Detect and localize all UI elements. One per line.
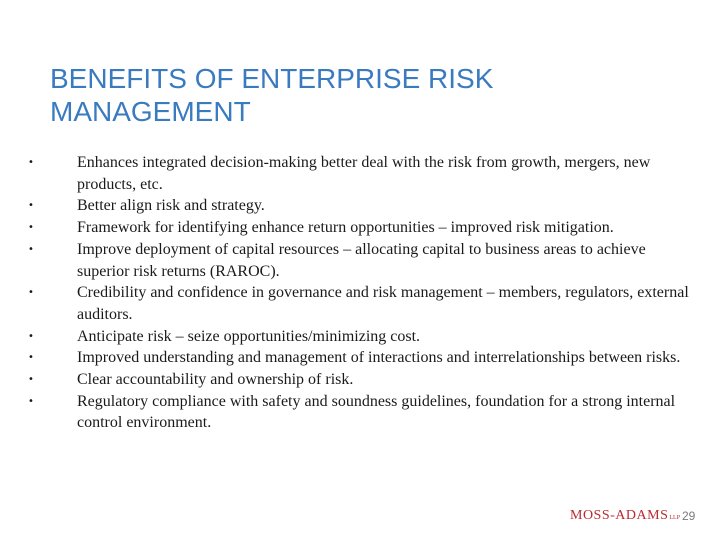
moss-adams-logo: [570, 508, 680, 524]
bullet-item: [28, 282, 698, 325]
bullet-text: Framework for identifying enhance return opportunities – improved risk mitigation.: [77, 219, 614, 237]
bullet-text: Enhances integrated decision-making better deal with the risk from growth, mergers, new products, etc.: [77, 154, 651, 193]
bullet-icon: •: [28, 222, 34, 234]
bullet-item: [28, 347, 698, 369]
bullet-text: Credibility and confidence in governance and risk management – members, regulators, external auditors.: [77, 284, 689, 323]
logo-wordmark: MOSS-ADAMS: [570, 508, 669, 523]
bullet-text: Clear accountability and ownership of risk.: [77, 371, 354, 389]
bullet-item: [28, 326, 698, 348]
bullet-item: [28, 239, 698, 282]
bullet-item: [28, 369, 698, 391]
bullet-list: [28, 152, 698, 434]
bullet-item: [28, 195, 698, 217]
bullet-icon: •: [28, 200, 34, 212]
bullet-item: [28, 152, 698, 195]
bullet-icon: •: [28, 287, 34, 299]
slide-title: BENEFITS OF ENTERPRISE RISK MANAGEMENT: [50, 63, 494, 127]
bullet-item: [28, 391, 698, 434]
bullet-icon: •: [28, 330, 34, 342]
bullet-item: [28, 217, 698, 239]
logo-suffix: LLP: [669, 515, 681, 521]
bullet-text: Anticipate risk – seize opportunities/minimizing cost.: [77, 327, 421, 345]
bullet-icon: •: [28, 243, 34, 255]
bullet-icon: •: [28, 395, 34, 407]
bullet-text: Better align risk and strategy.: [77, 197, 265, 215]
bullet-text: Improved understanding and management of interactions and interrelationships between risks.: [77, 349, 681, 367]
bullet-text: Improve deployment of capital resources – allocating capital to business areas to achieve superior risk returns (RAROC).: [77, 240, 646, 280]
page-number: 29: [682, 509, 696, 523]
bullet-icon: •: [28, 157, 34, 168]
bullet-text: Regulatory compliance with safety and soundness guidelines, foundation for a strong internal control environment.: [77, 392, 676, 432]
bullet-icon: •: [28, 374, 34, 386]
bullet-icon: •: [28, 352, 34, 364]
